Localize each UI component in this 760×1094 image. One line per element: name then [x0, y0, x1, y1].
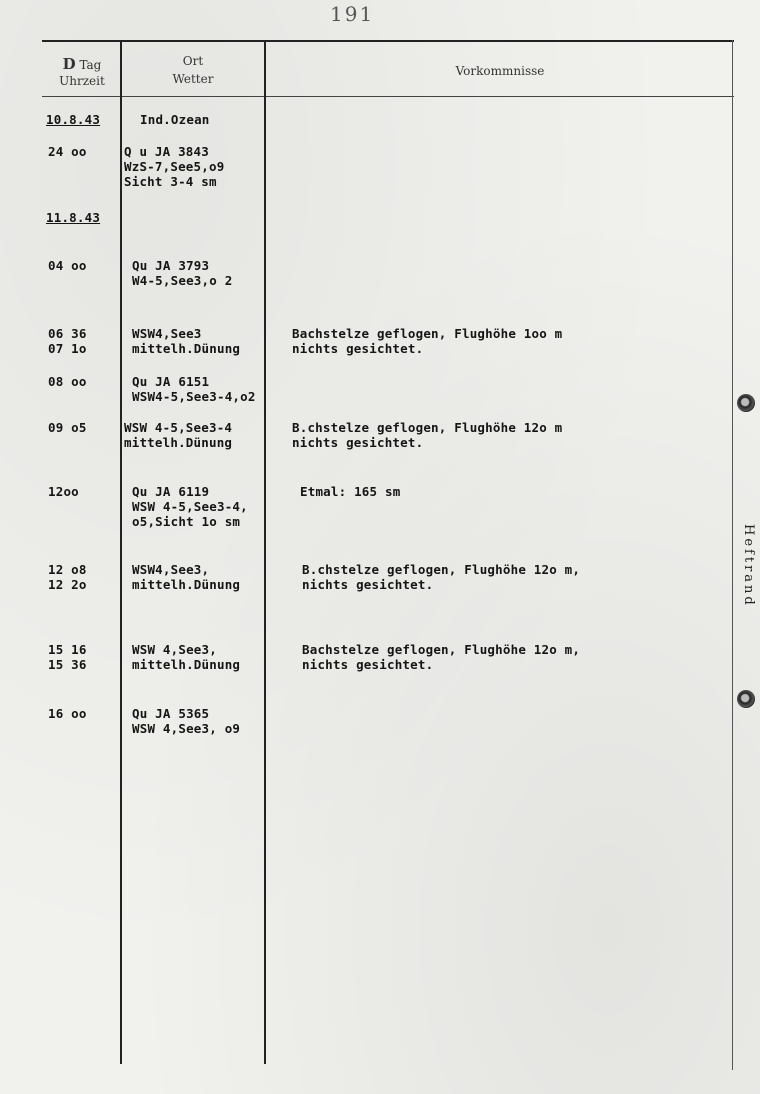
header-rule [42, 96, 734, 97]
column-divider-1 [120, 40, 122, 1064]
header-ort: Ort [182, 54, 204, 68]
entry-place-weather: Qu JA 6151 WSW4-5,See3-4,o2 [132, 374, 256, 404]
column-header-time [46, 56, 118, 89]
entry-date: 11.8.43 [46, 210, 101, 225]
entry-event: Bachstelze geflogen, Flughöhe 12o m, nichts gesichtet. [302, 642, 581, 672]
header-tag: Tag [79, 58, 102, 72]
column-header-place [124, 52, 262, 88]
entry-time: 24 oo [48, 144, 87, 159]
entry-event: B.chstelze geflogen, Flughöhe 12o m, nichts gesichtet. [302, 562, 581, 592]
entry-time: 16 oo [48, 706, 87, 721]
entry-time: 12oo [48, 484, 79, 499]
entry-time: 12 o8 12 2o [48, 562, 87, 592]
header-wetter: Wetter [172, 72, 214, 86]
entry-time: 15 16 15 36 [48, 642, 87, 672]
entry-event: B.chstelze geflogen, Flughöhe 12o m nichts gesichtet. [292, 420, 563, 450]
entry-date: 10.8.43 [46, 112, 101, 127]
column-divider-2 [264, 40, 266, 1064]
entry-place-weather: WSW 4-5,See3-4 mittelh.Dünung [124, 420, 233, 450]
entry-event: Bachstelze geflogen, Flughöhe 1oo m nichts gesichtet. [292, 326, 563, 356]
entry-time: 08 oo [48, 374, 87, 389]
entry-time: 06 36 07 1o [48, 326, 87, 356]
entry-place: Ind.Ozean [140, 112, 210, 127]
header-letter: D [62, 55, 76, 73]
margin-label: Heftrand [741, 524, 756, 608]
entry-time: 09 o5 [48, 420, 87, 435]
right-margin-line [732, 40, 733, 1070]
entry-place-weather: WSW4,See3 mittelh.Dünung [132, 326, 241, 356]
punch-hole-icon [737, 394, 755, 412]
header-uhrzeit: Uhrzeit [59, 74, 105, 88]
entry-place-weather: WSW4,See3, mittelh.Dünung [132, 562, 241, 592]
table-top-rule [42, 40, 734, 42]
entry-place-weather: Q u JA 3843 WzS-7,See5,o9 Sicht 3-4 sm [124, 144, 225, 189]
page-number: 191 [330, 2, 375, 26]
entry-place-weather: Qu JA 5365 WSW 4,See3, o9 [132, 706, 241, 736]
punch-hole-icon [737, 690, 755, 708]
entry-time: 04 oo [48, 258, 87, 273]
entry-event: Etmal: 165 sm [300, 484, 401, 499]
column-header-events: Vorkommnisse [455, 64, 545, 78]
entry-place-weather: Qu JA 3793 W4-5,See3,o 2 [132, 258, 233, 288]
entry-place-weather: WSW 4,See3, mittelh.Dünung [132, 642, 241, 672]
entry-place-weather: Qu JA 6119 WSW 4-5,See3-4, o5,Sicht 1o sm [132, 484, 248, 529]
